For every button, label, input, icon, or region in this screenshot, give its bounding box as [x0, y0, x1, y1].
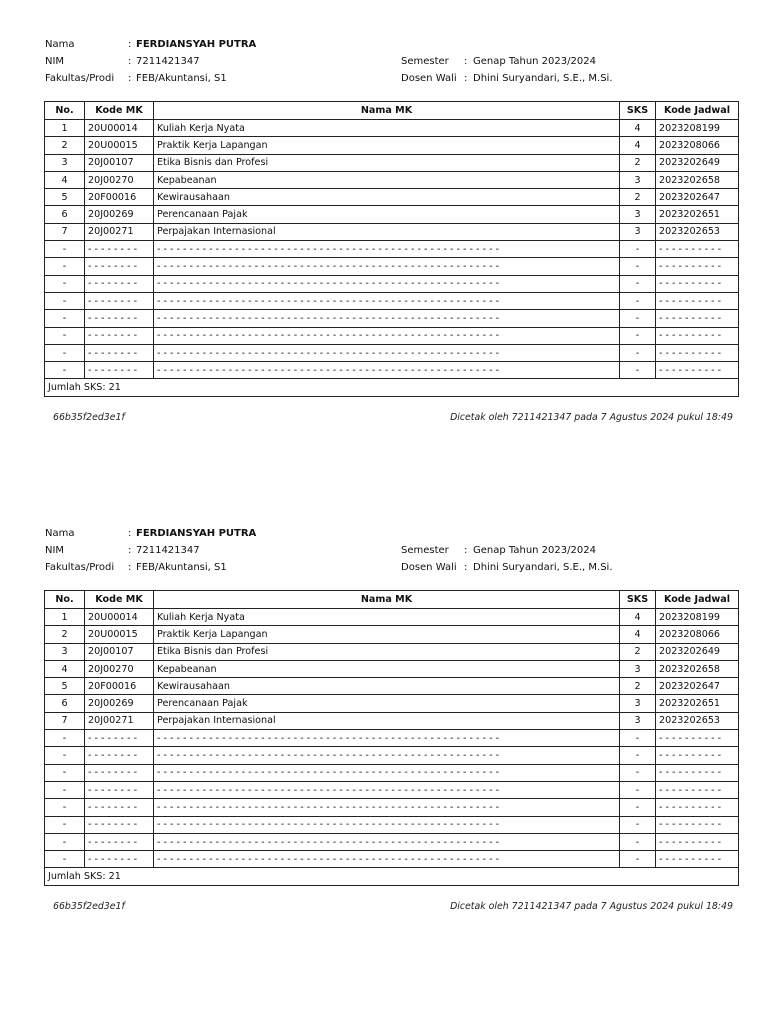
cell-kode-jadwal: 2023202647 — [656, 189, 739, 206]
cell-no: 1 — [45, 609, 85, 626]
cell-kode-mk: 20J00271 — [85, 712, 154, 729]
fakultas-label: Fakultas/Prodi — [45, 562, 115, 573]
cell-sks: 3 — [620, 223, 656, 240]
cell-kode-jadwal: 2023202658 — [656, 660, 739, 677]
cell-sks: 2 — [620, 189, 656, 206]
cell-nama-mk: Kepabeanan — [154, 660, 620, 677]
cell-kode-jadwal: - - - - - - - - - - — [656, 747, 739, 764]
table-row — [45, 344, 739, 361]
cell-kode-mk: 20J00271 — [85, 223, 154, 240]
cell-kode-mk: - - - - - - - - — [85, 241, 154, 258]
table-row — [45, 362, 739, 379]
cell-kode-mk: - - - - - - - - — [85, 833, 154, 850]
cell-kode-mk: 20J00107 — [85, 643, 154, 660]
cell-kode-mk: 20U00014 — [85, 120, 154, 137]
cell-kode-mk: 20U00014 — [85, 609, 154, 626]
cell-sks: - — [620, 258, 656, 275]
total-row — [45, 868, 739, 885]
cell-kode-jadwal: - - - - - - - - - - — [656, 851, 739, 868]
cell-sks: 3 — [620, 206, 656, 223]
cell-kode-jadwal: - - - - - - - - - - — [656, 258, 739, 275]
table-row — [45, 695, 739, 712]
cell-kode-jadwal: 2023208066 — [656, 626, 739, 643]
table-row — [45, 816, 739, 833]
cell-kode-mk: - - - - - - - - — [85, 781, 154, 798]
cell-no: 4 — [45, 171, 85, 188]
cell-sks: - — [620, 747, 656, 764]
cell-sks: - — [620, 327, 656, 344]
cell-nama-mk: - - - - - - - - - - - - - - - - - - - - - - - - - - - - - - - - - - - - - - - - - - - - - - - - - - - - - — [154, 747, 620, 764]
cell-nama-mk: Etika Bisnis dan Profesi — [154, 643, 620, 660]
table-row — [45, 678, 739, 695]
fakultas-row — [45, 72, 768, 86]
cell-nama-mk: - - - - - - - - - - - - - - - - - - - - - - - - - - - - - - - - - - - - - - - - - - - - - - - - - - - - - — [154, 851, 620, 868]
cell-kode-jadwal: 2023202651 — [656, 206, 739, 223]
cell-no: 6 — [45, 695, 85, 712]
cell-sks: - — [620, 799, 656, 816]
cell-kode-jadwal: - - - - - - - - - - — [656, 327, 739, 344]
cell-nama-mk: - - - - - - - - - - - - - - - - - - - - - - - - - - - - - - - - - - - - - - - - - - - - - - - - - - - - - — [154, 258, 620, 275]
nim-row — [45, 55, 768, 69]
cell-kode-jadwal: - - - - - - - - - - — [656, 241, 739, 258]
cell-no: - — [45, 816, 85, 833]
dosen-value: Dhini Suryandari, S.E., M.Si. — [473, 562, 613, 573]
cell-nama-mk: Praktik Kerja Lapangan — [154, 137, 620, 154]
cell-sks: 3 — [620, 660, 656, 677]
cell-nama-mk: - - - - - - - - - - - - - - - - - - - - - - - - - - - - - - - - - - - - - - - - - - - - - - - - - - - - - — [154, 344, 620, 361]
fakultas-value: FEB/Akuntansi, S1 — [136, 562, 227, 573]
cell-no: - — [45, 344, 85, 361]
cell-no: - — [45, 241, 85, 258]
cell-sks: - — [620, 362, 656, 379]
semester-value: Genap Tahun 2023/2024 — [473, 56, 596, 67]
cell-no: - — [45, 275, 85, 292]
cell-nama-mk: Kewirausahaan — [154, 189, 620, 206]
cell-no: 6 — [45, 206, 85, 223]
cell-sks: - — [620, 241, 656, 258]
cell-nama-mk: - - - - - - - - - - - - - - - - - - - - - - - - - - - - - - - - - - - - - - - - - - - - - - - - - - - - - — [154, 292, 620, 309]
cell-nama-mk: Kuliah Kerja Nyata — [154, 120, 620, 137]
nama-row — [45, 527, 768, 541]
table-row — [45, 292, 739, 309]
colon: : — [128, 562, 132, 573]
cell-kode-jadwal: - - - - - - - - - - — [656, 344, 739, 361]
cell-kode-jadwal: - - - - - - - - - - — [656, 275, 739, 292]
fakultas-label: Fakultas/Prodi — [45, 73, 115, 84]
nim-value: 7211421347 — [136, 56, 200, 67]
col-header-kode-jadwal: Kode Jadwal — [656, 102, 739, 120]
cell-no: 7 — [45, 223, 85, 240]
table-row — [45, 327, 739, 344]
cell-kode-mk: 20F00016 — [85, 189, 154, 206]
nama-value: FERDIANSYAH PUTRA — [136, 39, 257, 50]
cell-kode-mk: - - - - - - - - — [85, 816, 154, 833]
cell-kode-jadwal: 2023208199 — [656, 120, 739, 137]
cell-kode-jadwal: 2023208199 — [656, 609, 739, 626]
total-sks: Jumlah SKS: 21 — [45, 379, 739, 396]
cell-kode-jadwal: 2023208066 — [656, 137, 739, 154]
cell-kode-mk: - - - - - - - - — [85, 362, 154, 379]
cell-nama-mk: - - - - - - - - - - - - - - - - - - - - - - - - - - - - - - - - - - - - - - - - - - - - - - - - - - - - - — [154, 310, 620, 327]
cell-kode-mk: 20J00270 — [85, 171, 154, 188]
dosen-label: Dosen Wali — [401, 73, 457, 84]
cell-kode-jadwal: 2023202647 — [656, 678, 739, 695]
cell-nama-mk: Perencanaan Pajak — [154, 206, 620, 223]
cell-no: - — [45, 730, 85, 747]
cell-no: 4 — [45, 660, 85, 677]
col-header-kode-jadwal: Kode Jadwal — [656, 591, 739, 609]
table-row — [45, 137, 739, 154]
cell-sks: - — [620, 764, 656, 781]
table-row — [45, 626, 739, 643]
colon: : — [128, 39, 132, 50]
cell-no: 7 — [45, 712, 85, 729]
cell-no: - — [45, 258, 85, 275]
cell-nama-mk: Etika Bisnis dan Profesi — [154, 154, 620, 171]
cell-kode-mk: - - - - - - - - — [85, 310, 154, 327]
nama-value: FERDIANSYAH PUTRA — [136, 528, 257, 539]
fakultas-value: FEB/Akuntansi, S1 — [136, 73, 227, 84]
cell-nama-mk: - - - - - - - - - - - - - - - - - - - - - - - - - - - - - - - - - - - - - - - - - - - - - - - - - - - - - — [154, 241, 620, 258]
table-row — [45, 781, 739, 798]
cell-sks: - — [620, 833, 656, 850]
col-header-nama-mk: Nama MK — [154, 102, 620, 120]
table-row — [45, 712, 739, 729]
table-row — [45, 660, 739, 677]
col-header-kode-mk: Kode MK — [85, 591, 154, 609]
cell-nama-mk: - - - - - - - - - - - - - - - - - - - - - - - - - - - - - - - - - - - - - - - - - - - - - - - - - - - - - — [154, 275, 620, 292]
cell-no: - — [45, 327, 85, 344]
cell-no: - — [45, 833, 85, 850]
document-code: 66b35f2ed3e1f — [53, 412, 125, 423]
col-header-kode-mk: Kode MK — [85, 102, 154, 120]
col-header-nama-mk: Nama MK — [154, 591, 620, 609]
cell-nama-mk: Praktik Kerja Lapangan — [154, 626, 620, 643]
table-row — [45, 764, 739, 781]
cell-kode-jadwal: - - - - - - - - - - — [656, 764, 739, 781]
cell-kode-jadwal: - - - - - - - - - - — [656, 310, 739, 327]
cell-no: - — [45, 310, 85, 327]
cell-kode-mk: 20U00015 — [85, 626, 154, 643]
nim-value: 7211421347 — [136, 545, 200, 556]
cell-nama-mk: - - - - - - - - - - - - - - - - - - - - - - - - - - - - - - - - - - - - - - - - - - - - - - - - - - - - - — [154, 781, 620, 798]
cell-nama-mk: - - - - - - - - - - - - - - - - - - - - - - - - - - - - - - - - - - - - - - - - - - - - - - - - - - - - - — [154, 799, 620, 816]
nim-label: NIM — [45, 56, 65, 67]
cell-no: - — [45, 851, 85, 868]
nim-label: NIM — [45, 545, 65, 556]
cell-kode-jadwal: - - - - - - - - - - — [656, 292, 739, 309]
colon: : — [464, 545, 468, 556]
cell-kode-jadwal: 2023202653 — [656, 712, 739, 729]
cell-kode-mk: - - - - - - - - — [85, 730, 154, 747]
cell-kode-mk: - - - - - - - - — [85, 799, 154, 816]
table-row — [45, 730, 739, 747]
table-header-row — [45, 102, 739, 120]
cell-nama-mk: - - - - - - - - - - - - - - - - - - - - - - - - - - - - - - - - - - - - - - - - - - - - - - - - - - - - - — [154, 816, 620, 833]
cell-sks: 3 — [620, 712, 656, 729]
printed-info: Dicetak oleh 7211421347 pada 7 Agustus 2024 pukul 18:49 — [450, 412, 733, 423]
cell-kode-jadwal: 2023202649 — [656, 154, 739, 171]
cell-nama-mk: Kepabeanan — [154, 171, 620, 188]
total-sks: Jumlah SKS: 21 — [45, 868, 739, 885]
table-row — [45, 223, 739, 240]
table-row — [45, 120, 739, 137]
cell-no: - — [45, 292, 85, 309]
cell-kode-jadwal: 2023202649 — [656, 643, 739, 660]
nama-row — [45, 38, 768, 52]
table-row — [45, 171, 739, 188]
col-header-sks: SKS — [620, 591, 656, 609]
table-row — [45, 241, 739, 258]
cell-no: 5 — [45, 678, 85, 695]
student-info — [0, 527, 768, 579]
semester-label: Semester — [401, 545, 449, 556]
table-row — [45, 258, 739, 275]
cell-sks: - — [620, 310, 656, 327]
cell-sks: 4 — [620, 609, 656, 626]
cell-sks: - — [620, 781, 656, 798]
table-row — [45, 189, 739, 206]
cell-kode-mk: 20J00107 — [85, 154, 154, 171]
cell-nama-mk: - - - - - - - - - - - - - - - - - - - - - - - - - - - - - - - - - - - - - - - - - - - - - - - - - - - - - — [154, 764, 620, 781]
nama-label: Nama — [45, 528, 75, 539]
student-info — [0, 38, 768, 90]
col-header-sks: SKS — [620, 102, 656, 120]
cell-kode-mk: - - - - - - - - — [85, 292, 154, 309]
cell-no: - — [45, 799, 85, 816]
cell-sks: 4 — [620, 626, 656, 643]
colon: : — [128, 528, 132, 539]
cell-kode-jadwal: - - - - - - - - - - — [656, 799, 739, 816]
cell-kode-mk: - - - - - - - - — [85, 764, 154, 781]
cell-sks: - — [620, 730, 656, 747]
document-code: 66b35f2ed3e1f — [53, 901, 125, 912]
fakultas-row — [45, 561, 768, 575]
table-row — [45, 310, 739, 327]
cell-kode-jadwal: 2023202651 — [656, 695, 739, 712]
cell-sks: - — [620, 275, 656, 292]
cell-nama-mk: - - - - - - - - - - - - - - - - - - - - - - - - - - - - - - - - - - - - - - - - - - - - - - - - - - - - - — [154, 833, 620, 850]
krs-copy-2 — [0, 527, 768, 912]
cell-kode-mk: 20J00269 — [85, 206, 154, 223]
cell-kode-jadwal: 2023202658 — [656, 171, 739, 188]
cell-kode-mk: - - - - - - - - — [85, 747, 154, 764]
course-table — [44, 101, 739, 397]
total-row — [45, 379, 739, 396]
cell-kode-jadwal: - - - - - - - - - - — [656, 730, 739, 747]
cell-sks: - — [620, 292, 656, 309]
cell-sks: 2 — [620, 643, 656, 660]
cell-kode-mk: 20U00015 — [85, 137, 154, 154]
cell-sks: 2 — [620, 678, 656, 695]
table-row — [45, 275, 739, 292]
cell-kode-mk: - - - - - - - - — [85, 344, 154, 361]
cell-no: 3 — [45, 643, 85, 660]
cell-no: 2 — [45, 137, 85, 154]
col-header-no: No. — [45, 102, 85, 120]
table-row — [45, 833, 739, 850]
table-row — [45, 154, 739, 171]
colon: : — [464, 73, 468, 84]
dosen-value: Dhini Suryandari, S.E., M.Si. — [473, 73, 613, 84]
nama-label: Nama — [45, 39, 75, 50]
cell-kode-jadwal: 2023202653 — [656, 223, 739, 240]
table-row — [45, 747, 739, 764]
cell-nama-mk: Perpajakan Internasional — [154, 712, 620, 729]
cell-sks: 4 — [620, 137, 656, 154]
cell-no: 2 — [45, 626, 85, 643]
cell-nama-mk: Perencanaan Pajak — [154, 695, 620, 712]
cell-kode-mk: - - - - - - - - — [85, 327, 154, 344]
nim-row — [45, 544, 768, 558]
cell-sks: - — [620, 816, 656, 833]
dosen-label: Dosen Wali — [401, 562, 457, 573]
semester-label: Semester — [401, 56, 449, 67]
cell-no: - — [45, 362, 85, 379]
cell-kode-mk: 20J00270 — [85, 660, 154, 677]
cell-kode-jadwal: - - - - - - - - - - — [656, 816, 739, 833]
cell-kode-mk: 20J00269 — [85, 695, 154, 712]
cell-sks: - — [620, 851, 656, 868]
krs-copy-1 — [0, 38, 768, 423]
colon: : — [128, 545, 132, 556]
cell-kode-mk: 20F00016 — [85, 678, 154, 695]
cell-kode-mk: - - - - - - - - — [85, 258, 154, 275]
cell-nama-mk: - - - - - - - - - - - - - - - - - - - - - - - - - - - - - - - - - - - - - - - - - - - - - - - - - - - - - — [154, 327, 620, 344]
table-row — [45, 643, 739, 660]
cell-sks: 3 — [620, 171, 656, 188]
colon: : — [128, 73, 132, 84]
cell-no: - — [45, 764, 85, 781]
cell-kode-mk: - - - - - - - - — [85, 275, 154, 292]
cell-nama-mk: Kewirausahaan — [154, 678, 620, 695]
cell-sks: 3 — [620, 695, 656, 712]
cell-sks: - — [620, 344, 656, 361]
table-row — [45, 851, 739, 868]
colon: : — [464, 56, 468, 67]
cell-no: - — [45, 781, 85, 798]
colon: : — [464, 562, 468, 573]
cell-kode-jadwal: - - - - - - - - - - — [656, 362, 739, 379]
table-row — [45, 609, 739, 626]
semester-value: Genap Tahun 2023/2024 — [473, 545, 596, 556]
colon: : — [128, 56, 132, 67]
course-table — [44, 590, 739, 886]
cell-sks: 4 — [620, 120, 656, 137]
cell-nama-mk: Kuliah Kerja Nyata — [154, 609, 620, 626]
col-header-no: No. — [45, 591, 85, 609]
table-header-row — [45, 591, 739, 609]
cell-no: 1 — [45, 120, 85, 137]
cell-nama-mk: - - - - - - - - - - - - - - - - - - - - - - - - - - - - - - - - - - - - - - - - - - - - - - - - - - - - - — [154, 730, 620, 747]
cell-no: 3 — [45, 154, 85, 171]
cell-nama-mk: - - - - - - - - - - - - - - - - - - - - - - - - - - - - - - - - - - - - - - - - - - - - - - - - - - - - - — [154, 362, 620, 379]
cell-no: 5 — [45, 189, 85, 206]
cell-kode-mk: - - - - - - - - — [85, 851, 154, 868]
cell-nama-mk: Perpajakan Internasional — [154, 223, 620, 240]
printed-info: Dicetak oleh 7211421347 pada 7 Agustus 2024 pukul 18:49 — [450, 901, 733, 912]
cell-kode-jadwal: - - - - - - - - - - — [656, 833, 739, 850]
cell-kode-jadwal: - - - - - - - - - - — [656, 781, 739, 798]
cell-sks: 2 — [620, 154, 656, 171]
table-row — [45, 799, 739, 816]
cell-no: - — [45, 747, 85, 764]
table-row — [45, 206, 739, 223]
